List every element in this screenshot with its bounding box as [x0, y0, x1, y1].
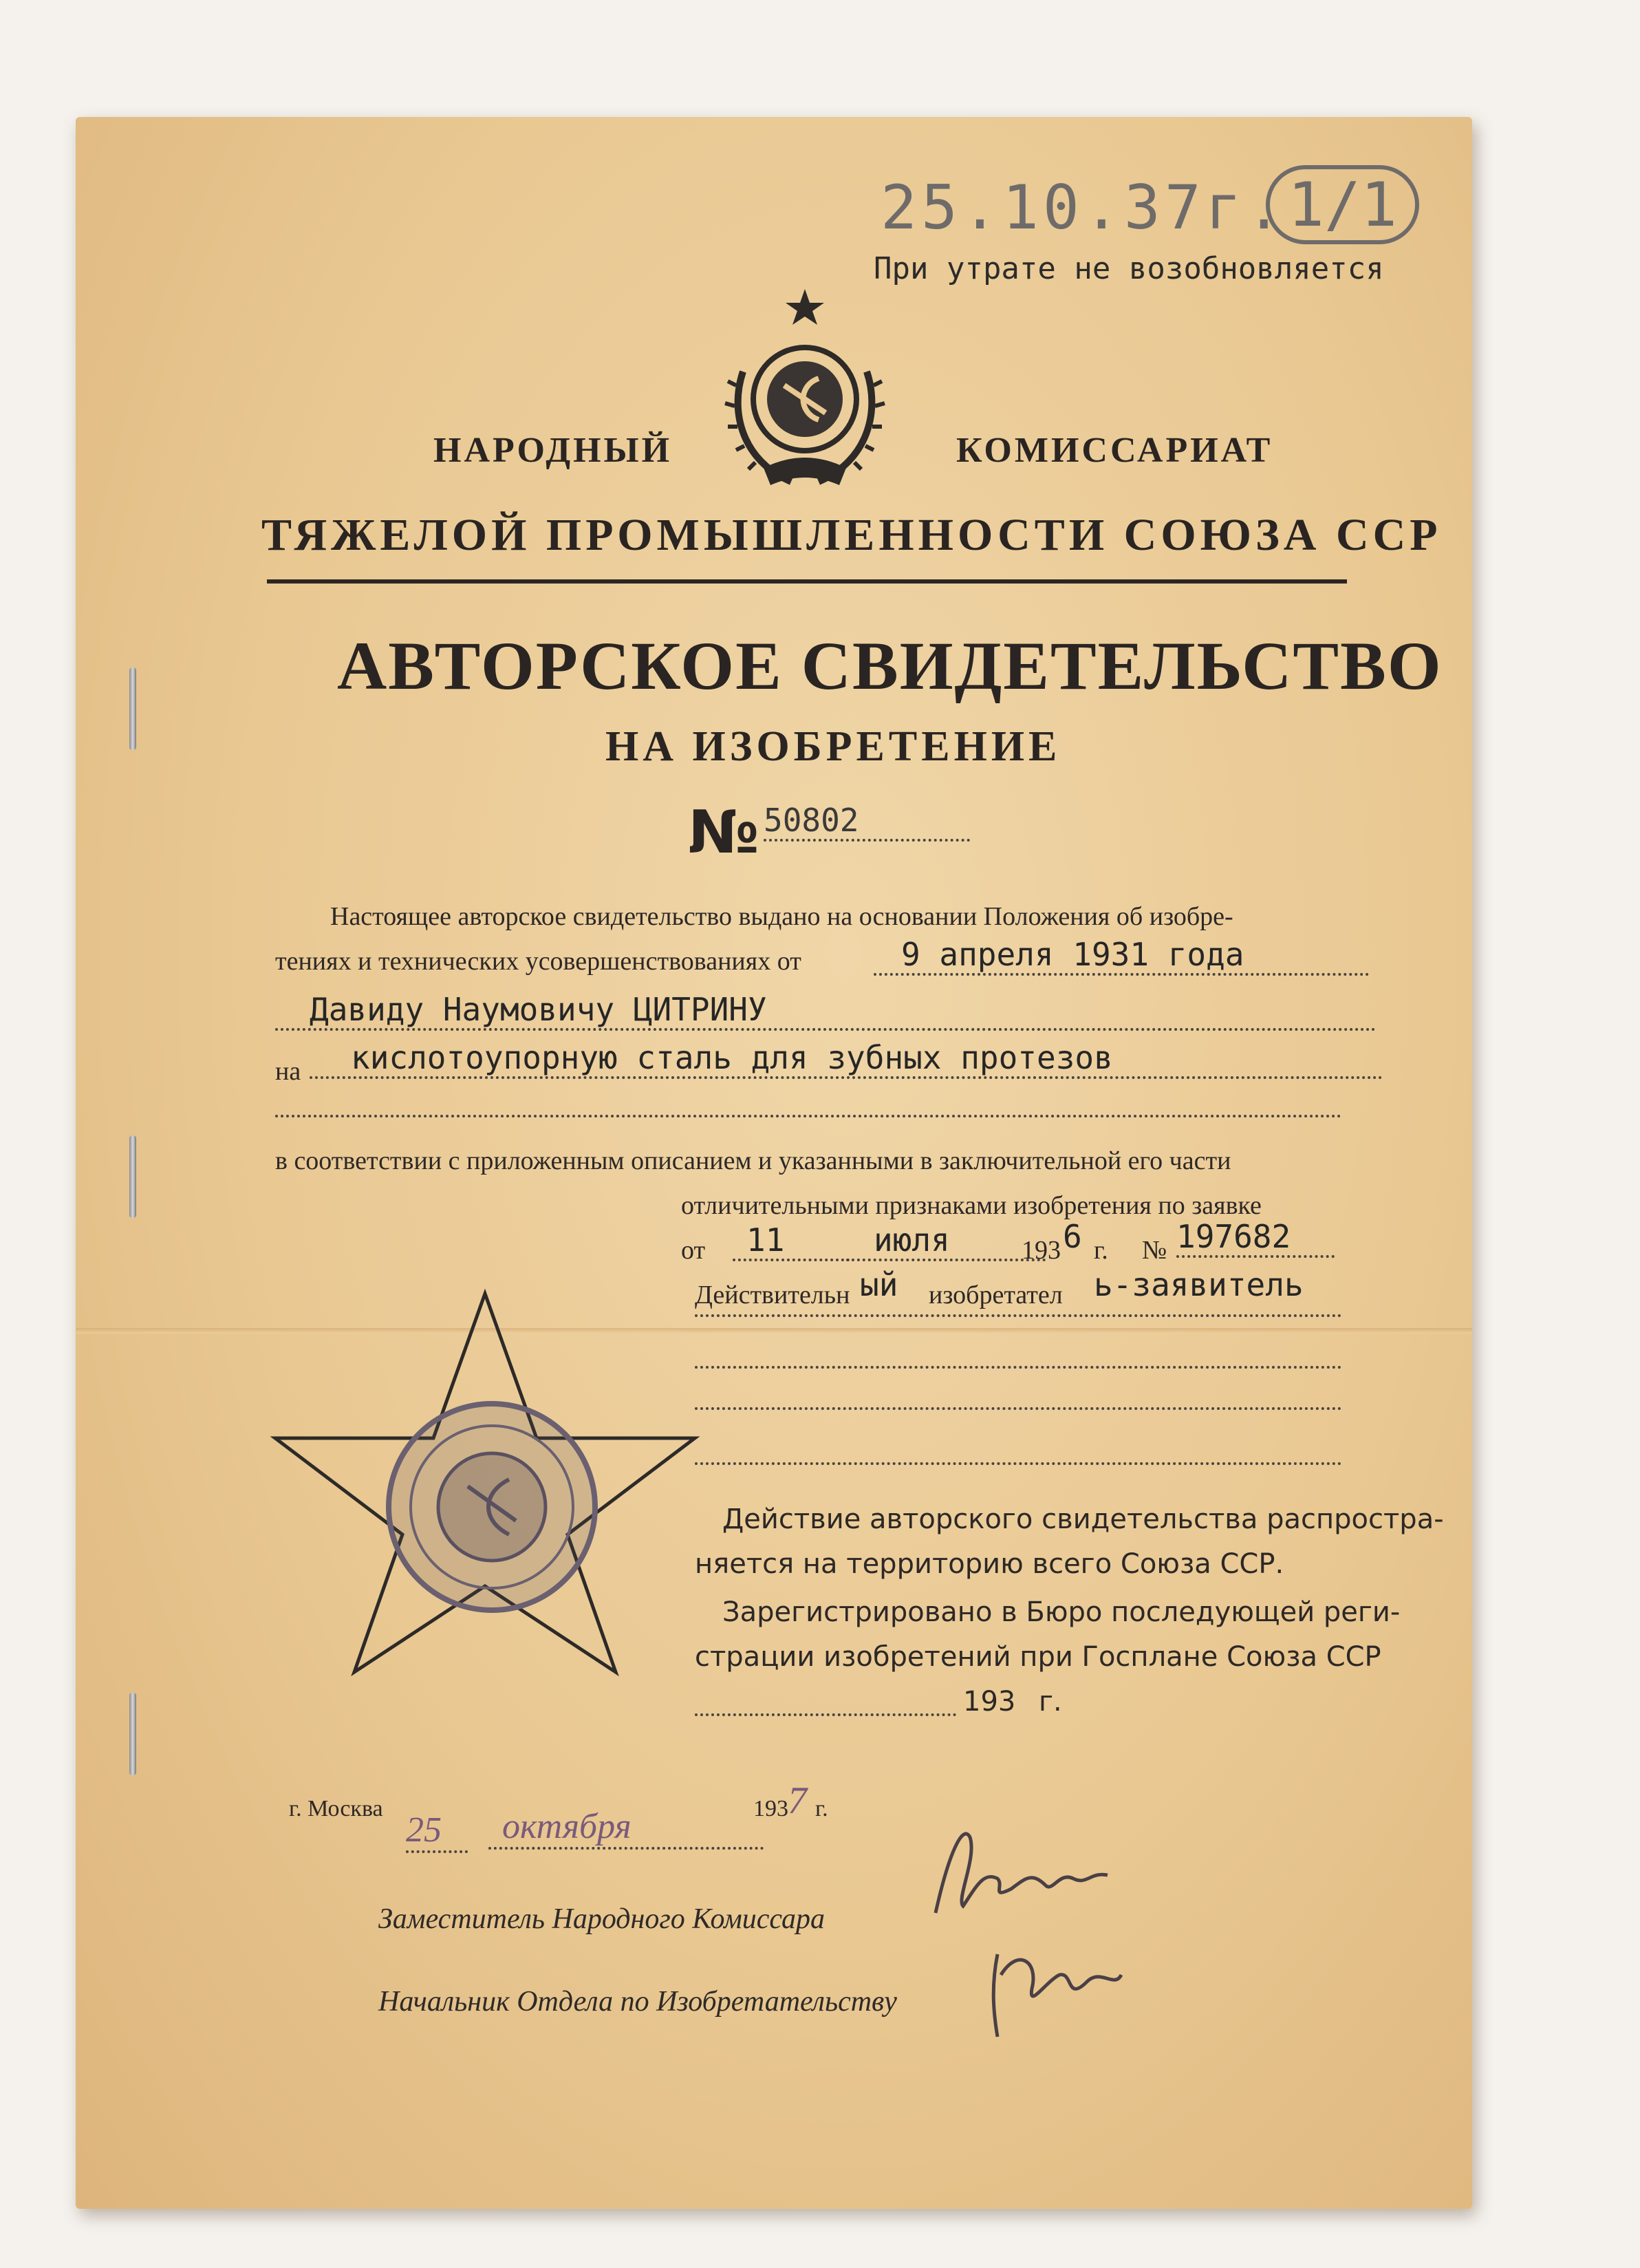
certificate-number: 50802 — [764, 802, 970, 842]
stamp-sheet-count: 1/1 — [1266, 165, 1419, 244]
status-fill-1: ый — [860, 1266, 898, 1303]
blank-line — [695, 1366, 1341, 1369]
application-month: июля — [846, 1221, 1046, 1261]
registration-year-suffix: г. — [1039, 1686, 1062, 1718]
issue-year-digit: 7 — [788, 1779, 807, 1822]
registration-date-line — [695, 1713, 956, 1716]
certificate-paper — [76, 117, 1472, 2209]
org-name-right: КОМИССАРИАТ — [956, 431, 1273, 470]
deputy-commissar-label: Заместитель Народного Комиссара — [378, 1903, 825, 1935]
body-paragraph-3-line-1: Действие авторского свидетельства распростра- — [722, 1504, 1444, 1535]
status-fill-2: ь-заявитель — [1094, 1266, 1304, 1303]
invention-title: кислотоупорную сталь для зубных протезов — [310, 1039, 1383, 1079]
issue-year-suffix: г. — [815, 1796, 828, 1821]
application-year-digit: 6 — [1063, 1218, 1082, 1255]
header-rule — [267, 579, 1347, 584]
number-label: № — [688, 798, 759, 867]
org-name-left: НАРОДНЫЙ — [433, 431, 673, 470]
handwritten-signatures — [915, 1810, 1149, 2057]
body-paragraph-4-line-1: Зарегистрировано в Бюро последующей реги- — [722, 1596, 1401, 1628]
stamp-date: 25.10.37г. — [881, 172, 1286, 243]
ot-label: от — [681, 1236, 706, 1265]
loss-notice: При утрате не возобновляется — [874, 251, 1384, 286]
invention-dept-head-label: Начальник Отдела по Изобретательству — [378, 1986, 897, 2018]
status-prefix: Действительн — [695, 1281, 850, 1309]
body-paragraph-2-line-2: отличительными признаками изобретения по заявке — [681, 1191, 1262, 1220]
year-suffix: г. — [1094, 1236, 1108, 1265]
recipient-name: Давиду Наумовичу ЦИТРИНУ — [275, 991, 1376, 1031]
org-name-main: ТЯЖЕЛОЙ ПРОМЫШЛЕННОСТИ СОЮЗА ССР — [261, 510, 1442, 560]
blank-line — [695, 1462, 1341, 1465]
body-paragraph-1-line-2: тениях и технических усовершенствованиях от — [275, 947, 801, 976]
body-paragraph-3-line-2: няется на территорию всего Союза ССР. — [695, 1548, 1284, 1580]
application-day: 11 — [733, 1221, 850, 1261]
blank-line — [275, 1115, 1341, 1117]
staple — [129, 1135, 136, 1218]
application-number: 197682 — [1176, 1218, 1335, 1258]
staple — [129, 667, 136, 750]
issue-month: октября — [488, 1806, 764, 1850]
na-label: на — [275, 1057, 301, 1086]
blank-line — [695, 1407, 1341, 1410]
issue-city: г. Москва — [289, 1796, 383, 1821]
issue-day: 25 — [406, 1810, 468, 1853]
body-paragraph-2-line-1: в соответствии с приложенным описанием и указанными в заключительной его части — [275, 1146, 1231, 1175]
regulation-date: 9 апреля 1931 года — [874, 936, 1369, 976]
status-mid: изобретател — [929, 1281, 1063, 1309]
registration-year-prefix: 193 — [963, 1686, 1016, 1718]
document-subtitle: НА ИЗОБРЕТЕНИЕ — [605, 723, 1061, 770]
application-year-prefix: 193 — [1022, 1236, 1061, 1265]
body-paragraph-4-line-2: страции изобретений при Госплане Союза ССР — [695, 1641, 1381, 1673]
staple — [129, 1693, 136, 1775]
red-star-seal-icon — [261, 1280, 709, 1679]
document-title: АВТОРСКОЕ СВИДЕТЕЛЬСТВО — [337, 628, 1443, 704]
body-paragraph-1-line-1: Настоящее авторское свидетельство выдано на основании Положения об изобре- — [330, 902, 1233, 931]
number-sign: № — [1142, 1236, 1167, 1265]
issue-year-prefix: 193 — [753, 1796, 788, 1821]
status-underline — [695, 1314, 1341, 1317]
ussr-emblem-icon — [715, 289, 894, 495]
